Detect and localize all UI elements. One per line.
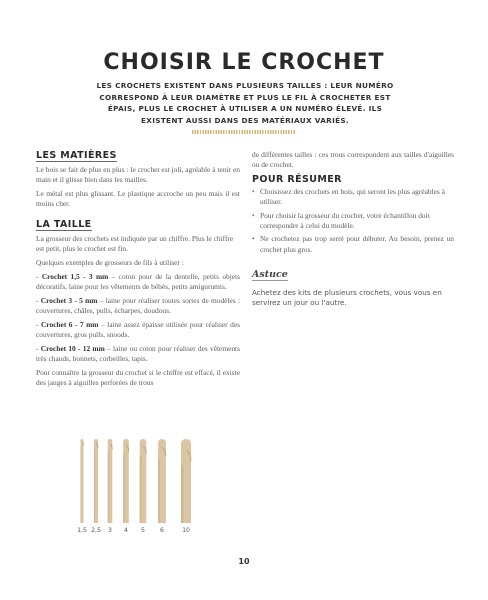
right-column: [252, 150, 454, 309]
hook-size-label: 1,5: [77, 527, 87, 534]
hook-size-label: 3: [108, 527, 112, 534]
size-item-2: - Crochet 3 - 5 mm – laine pour réaliser toutes sortes de modèles : couvertures, châles, pulls, écharpes, doudous.: [36, 295, 241, 315]
size-paragraph-1: La grosseur des crochets est indiquée par un chiffre. Plus le chiffre est petit, plus le crochet est fin.: [36, 233, 234, 253]
size-item-1: - Crochet 1,5 - 3 mm – coton pour de la dentelle, petits objets décoratifs, laine pour les vêtements de bébés, petits amigurumis.: [36, 271, 240, 291]
summary-item: • Choisissez des crochets en bois, qui seront les plus agréables à utiliser.: [260, 187, 454, 208]
size-paragraph-2: Quelques exemples de grosseurs de fils à utiliser :: [36, 257, 184, 267]
intro-text: LES CROCHETS EXISTENT DANS PLUSIEURS TAILLES : LEUR NUMÉRO CORRESPOND À LEUR DIAMÈTRE ET PLUS LE FIL À CROCHETER EST ÉPAIS, PLUS LE CROCHET À UTILISER A UN NUMÉRO ÉLEVÉ. ILS EXISTENT AUSSI DANS DES MATÉRIAUX VARIÉS.: [96, 81, 394, 125]
hook-size-label: 10: [182, 527, 190, 534]
size-item-4: - Crochet 10 - 12 mm – laine ou coton pour réaliser des vêtements très chauds, bonnets, corbeilles, tapis.: [36, 343, 240, 364]
crochet-hook: [81, 439, 84, 523]
crochet-hook: [94, 439, 98, 523]
size-paragraph-3-continued: de différentes tailles : ces trous correspondent aux tailles d'aiguilles ou de crochet.: [252, 150, 454, 170]
hook-size-label: 2,5: [91, 527, 101, 534]
materials-paragraph-2: Le métal est plus glissant. Le plastique accroche un peu mais il est moins cher.: [36, 189, 240, 209]
left-column: [36, 150, 240, 392]
summary-item: • Ne crochetez pas trop serré pour débuter. Au besoin, prenez un crochet plus gros.: [260, 234, 454, 255]
crochet-hook: [123, 439, 129, 523]
summary-heading: POUR RÉSUMER: [252, 174, 342, 186]
size-heading: LA TAILLE: [36, 218, 92, 230]
hook-size-label: 4: [124, 527, 128, 534]
crochet-hooks-illustration: [70, 435, 210, 535]
tip-text: Achetez des kits de plusieurs crochets, vous vous en servirez un jour ou l'autre.: [252, 287, 442, 308]
hook-size-label: 5: [141, 527, 145, 534]
summary-list: [252, 187, 454, 255]
size-item-3: - Crochet 6 - 7 mm – laine assez épaisse utilisée pour réaliser des couvertures, gros pulls, snoods.: [36, 319, 240, 340]
crochet-hook: [140, 439, 147, 523]
size-paragraph-3: Pour connaître la grosseur du crochet si le chiffre est effacé, il existe des jauges à aiguilles perforées de trous: [36, 367, 240, 388]
summary-item: • Pour choisir la grosseur du crochet, votre échantillon doit correspondre à celui du modèle.: [260, 211, 454, 232]
page-title: CHOISIR LE CROCHET: [103, 50, 385, 75]
tip-heading: Astuce: [252, 268, 288, 280]
crochet-hook: [108, 439, 113, 523]
dotted-divider: [192, 130, 296, 134]
crochet-hook: [158, 439, 166, 523]
page-number: 10: [238, 557, 250, 566]
hook-size-label: 6: [160, 527, 164, 534]
materials-paragraph-1: Le bois se fait de plus en plus : le crochet est joli, agréable à tenir en main et il glisse bien dans les mailles.: [36, 165, 240, 185]
crochet-hook: [181, 439, 191, 523]
materials-heading: LES MATIÈRES: [36, 150, 117, 161]
